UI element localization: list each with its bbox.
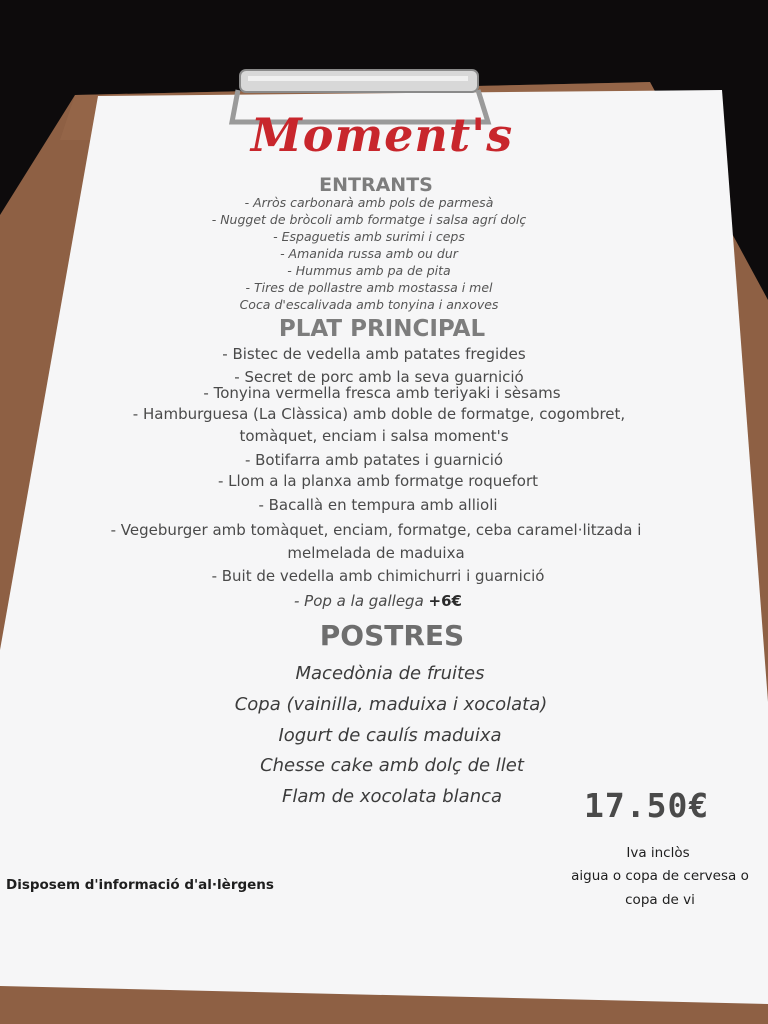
main-course-item: - Secret de porc amb la seva guarnició (234, 368, 524, 386)
main-course-item: - Buit de vedella amb chimichurri i guarnició (211, 567, 545, 585)
main-course-supplement-item (294, 594, 462, 609)
dessert-item: Macedònia de fruites (295, 663, 485, 684)
entrant-item: Coca d'escalivada amb tonyina i anxoves (239, 297, 499, 312)
allergens-note: Disposem d'informació d'al·lèrgens (6, 877, 274, 893)
entrant-item: - Amanida russa amb ou dur (280, 246, 458, 261)
dessert-item: Flam de xocolata blanca (281, 786, 503, 807)
entrant-item: - Hummus amb pa de pita (287, 263, 451, 278)
main-course-item: melmelada de maduixa (287, 544, 465, 562)
main-course-item: - Llom a la planxa amb formatge roquefort (217, 472, 539, 490)
entrant-item: - Arròs carbonarà amb pols de parmesà (244, 195, 494, 210)
supplement-price: +6€ (428, 592, 463, 610)
price-note-vat: Iva inclòs (626, 845, 690, 861)
main-course-item: - Tonyina vermella fresca amb teriyaki i sèsams (203, 384, 561, 402)
main-course-item: - Vegeburger amb tomàquet, enciam, formatge, ceba caramel·litzada i (110, 521, 642, 539)
restaurant-logo: Moment's (250, 108, 514, 162)
price-note-drink: aigua o copa de cervesa o (571, 868, 749, 884)
main-course-item: - Bacallà en tempura amb allioli (258, 496, 498, 514)
dessert-item: Chesse cake amb dolç de llet (260, 755, 524, 776)
section-title-postres: POSTRES (319, 619, 465, 652)
menu-price: 17.50€ (584, 786, 710, 825)
supplement-dish: - Pop a la gallega (293, 592, 424, 610)
main-course-item: tomàquet, enciam i salsa moment's (239, 427, 509, 445)
main-course-item: - Bistec de vedella amb patates fregides (222, 345, 526, 363)
section-title-entrants: ENTRANTS (319, 174, 433, 196)
entrant-item: - Nugget de bròcoli amb formatge i salsa agrí dolç (211, 212, 527, 227)
section-title-plat-principal: PLAT PRINCIPAL (278, 316, 486, 342)
main-course-item: - Botifarra amb patates i guarnició (244, 451, 504, 469)
main-course-item: - Hamburguesa (La Clàssica) amb doble de formatge, cogombret, (132, 405, 626, 423)
price-note-drink-continued: copa de vi (625, 892, 695, 908)
dessert-item: Iogurt de caulís maduixa (278, 725, 502, 746)
dessert-item: Copa (vainilla, maduixa i xocolata) (234, 694, 548, 715)
entrant-item: - Espaguetis amb surimi i ceps (273, 229, 465, 244)
entrant-item: - Tires de pollastre amb mostassa i mel (245, 280, 493, 295)
